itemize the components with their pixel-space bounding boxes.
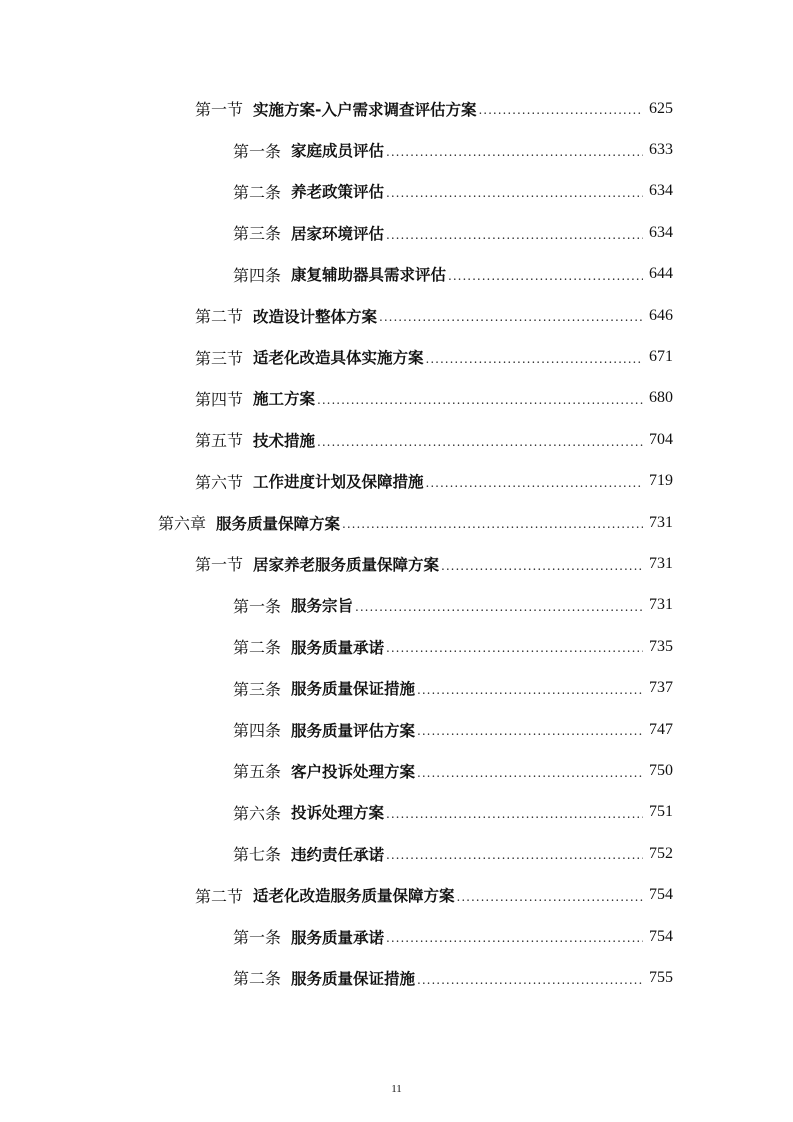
toc-leader-dots (426, 476, 643, 502)
toc-entry-page: 634 (649, 182, 673, 200)
toc-entry-page: 680 (649, 389, 673, 407)
toc-entry-title: 违约责任承诺 (291, 845, 385, 864)
toc-entry[interactable] (0, 419, 793, 460)
toc-entry[interactable] (0, 874, 793, 915)
toc-entry-page: 731 (649, 513, 673, 531)
toc-entry-title: 适老化改造具体实施方案 (253, 349, 424, 368)
toc-entry-number: 第二条 (233, 638, 282, 658)
toc-entry[interactable] (0, 792, 793, 833)
toc-leader-dots (417, 683, 643, 709)
toc-entry-title: 服务宗旨 (291, 597, 354, 616)
toc-entry[interactable] (0, 750, 793, 791)
page-number: 11 (391, 1083, 402, 1095)
toc-entry-number: 第三条 (233, 679, 282, 699)
toc-leader-dots (317, 393, 643, 419)
toc-entry-page: 704 (649, 430, 673, 448)
toc-leader-dots (441, 559, 643, 585)
toc-entry-page: 671 (649, 348, 673, 366)
toc-entry-number: 第二节 (195, 886, 244, 906)
toc-entry-page: 644 (649, 265, 673, 283)
toc-entry-number: 第五节 (195, 431, 244, 451)
toc-entry-title: 服务质量保证措施 (291, 969, 416, 988)
toc-entry-page: 731 (649, 554, 673, 572)
toc-entry-title: 服务质量承诺 (291, 638, 385, 657)
toc-leader-dots (386, 228, 643, 254)
toc-entry[interactable] (0, 585, 793, 626)
toc-entry-number: 第三条 (233, 224, 282, 244)
toc-entry[interactable] (0, 502, 793, 543)
toc-entry-number: 第三节 (195, 348, 244, 368)
toc-entry-page: 755 (649, 968, 673, 986)
toc-entry-title: 改造设计整体方案 (253, 307, 378, 326)
toc-entry-page: 754 (649, 927, 673, 945)
toc-entry-number: 第一节 (195, 555, 244, 575)
table-of-contents (0, 88, 793, 999)
toc-entry-title: 技术措施 (253, 431, 316, 450)
toc-leader-dots (317, 435, 643, 461)
toc-leader-dots (478, 103, 643, 129)
toc-leader-dots (386, 931, 643, 957)
toc-entry-number: 第四节 (195, 389, 244, 409)
toc-entry[interactable] (0, 916, 793, 957)
toc-entry-page: 731 (649, 596, 673, 614)
toc-entry-number: 第一条 (233, 928, 282, 947)
toc-entry[interactable] (0, 378, 793, 419)
toc-entry-page: 633 (649, 141, 673, 159)
toc-entry[interactable] (0, 212, 793, 253)
toc-entry-page: 754 (649, 886, 673, 904)
toc-entry-page: 634 (649, 223, 673, 241)
toc-leader-dots (386, 848, 643, 874)
toc-entry-number: 第四条 (233, 721, 282, 741)
toc-entry[interactable] (0, 833, 793, 874)
toc-entry-page: 625 (649, 99, 673, 117)
toc-entry-number: 第五条 (233, 762, 282, 782)
toc-entry-number: 第一条 (233, 141, 282, 161)
toc-leader-dots (417, 724, 643, 750)
toc-entry-number: 第一条 (233, 596, 282, 616)
toc-entry[interactable] (0, 667, 793, 708)
toc-leader-dots (417, 973, 643, 999)
toc-entry[interactable] (0, 461, 793, 502)
toc-leader-dots (417, 766, 643, 792)
toc-entry-number: 第七条 (233, 845, 282, 865)
toc-entry-title: 服务质量承诺 (291, 928, 385, 947)
toc-leader-dots (342, 517, 643, 543)
toc-leader-dots (386, 641, 643, 667)
toc-leader-dots (355, 600, 643, 626)
toc-entry-title: 施工方案 (253, 390, 316, 409)
toc-entry[interactable] (0, 88, 793, 129)
toc-entry[interactable] (0, 171, 793, 212)
toc-entry-title: 投诉处理方案 (291, 804, 385, 823)
toc-entry-title: 服务质量保证措施 (291, 680, 416, 699)
toc-entry[interactable] (0, 626, 793, 667)
toc-entry[interactable] (0, 295, 793, 336)
toc-entry-number: 第一节 (195, 100, 244, 120)
toc-entry-number: 第六章 (158, 514, 207, 534)
toc-entry-page: 751 (649, 803, 673, 821)
toc-entry[interactable] (0, 957, 793, 998)
toc-entry-title: 服务质量评估方案 (291, 721, 416, 740)
toc-entry-page: 750 (649, 761, 673, 779)
toc-entry[interactable] (0, 129, 793, 170)
toc-entry-title: 养老政策评估 (291, 183, 385, 202)
toc-entry-page: 737 (649, 679, 673, 697)
toc-entry-number: 第二条 (233, 969, 282, 989)
toc-entry-page: 747 (649, 720, 673, 738)
toc-entry-title: 工作进度计划及保障措施 (253, 473, 424, 492)
toc-entry-page: 752 (649, 844, 673, 862)
toc-leader-dots (457, 890, 643, 916)
toc-entry-title: 家庭成员评估 (291, 142, 385, 161)
toc-entry-title: 居家养老服务质量保障方案 (253, 555, 440, 574)
toc-leader-dots (386, 145, 643, 171)
toc-entry-number: 第二节 (195, 307, 244, 327)
toc-leader-dots (386, 807, 643, 833)
toc-entry[interactable] (0, 336, 793, 377)
toc-entry-title: 康复辅助器具需求评估 (291, 266, 447, 285)
toc-entry-number: 第二条 (233, 182, 282, 202)
toc-leader-dots (448, 269, 643, 295)
toc-entry-title: 客户投诉处理方案 (291, 762, 416, 781)
toc-entry-number: 第六条 (233, 803, 282, 823)
toc-entry-number: 第四条 (233, 265, 282, 285)
toc-entry[interactable] (0, 254, 793, 295)
toc-entry-number: 第六节 (195, 472, 244, 492)
toc-leader-dots (426, 352, 643, 378)
toc-leader-dots (379, 310, 643, 336)
toc-entry-title: 居家环境评估 (291, 224, 385, 243)
toc-entry-page: 646 (649, 306, 673, 324)
toc-leader-dots (386, 186, 643, 212)
toc-entry[interactable] (0, 543, 793, 584)
toc-entry-title: 实施方案-入户需求调查评估方案 (253, 100, 477, 119)
toc-entry-title: 服务质量保障方案 (216, 514, 341, 533)
toc-entry-page: 719 (649, 472, 673, 490)
toc-entry[interactable] (0, 709, 793, 750)
toc-entry-title: 适老化改造服务质量保障方案 (253, 887, 455, 906)
toc-entry-page: 735 (649, 637, 673, 655)
